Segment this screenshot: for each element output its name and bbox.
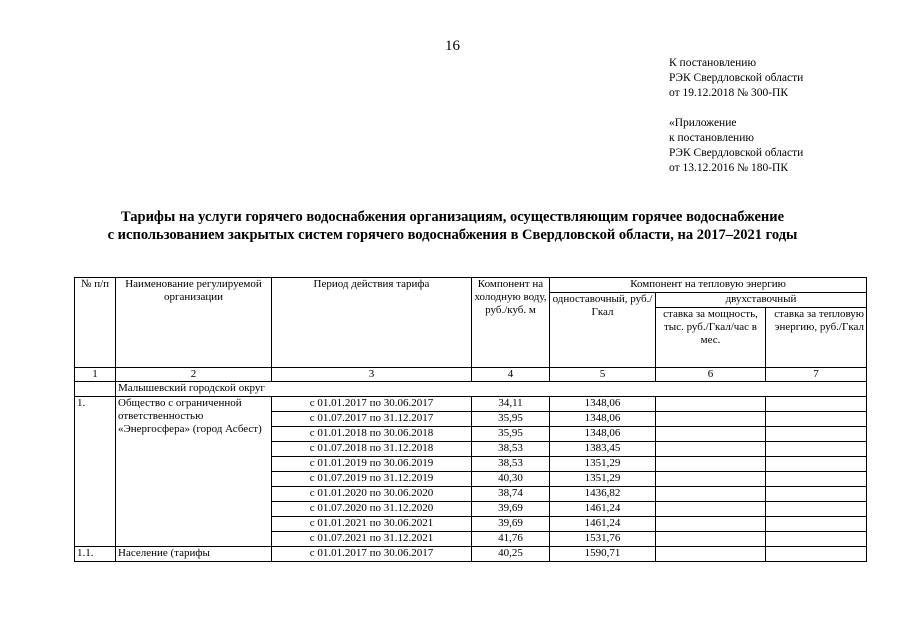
title-line: с использованием закрытых систем горячего водоснабжения в Свердловской области, на 2017–2021 годы xyxy=(107,227,798,243)
energy-cell xyxy=(766,472,867,487)
single-rate-cell: 1590,71 xyxy=(550,547,656,562)
period-cell: с 01.07.2019 по 31.12.2019 xyxy=(272,472,472,487)
capacity-cell xyxy=(656,457,766,472)
org-name: Население (тарифы xyxy=(116,547,272,562)
cold-water-cell: 38,74 xyxy=(472,487,550,502)
cold-water-cell: 38,53 xyxy=(472,457,550,472)
resolution-note xyxy=(669,56,803,101)
capacity-cell xyxy=(656,427,766,442)
tariff-table xyxy=(74,277,867,562)
period-cell: с 01.01.2019 по 30.06.2019 xyxy=(272,457,472,472)
cold-water-cell: 40,30 xyxy=(472,472,550,487)
energy-cell xyxy=(766,547,867,562)
single-rate-cell: 1351,29 xyxy=(550,457,656,472)
header-org: Наименование регулируемой организации xyxy=(116,278,272,368)
energy-cell xyxy=(766,457,867,472)
period-cell: с 01.07.2018 по 31.12.2018 xyxy=(272,442,472,457)
col-number: 7 xyxy=(766,368,867,382)
energy-cell xyxy=(766,487,867,502)
note-line: к постановлению xyxy=(669,132,754,144)
cold-water-cell: 41,76 xyxy=(472,532,550,547)
table-row xyxy=(75,397,867,412)
period-cell: с 01.01.2021 по 30.06.2021 xyxy=(272,517,472,532)
document-title xyxy=(0,208,905,244)
cold-water-cell: 40,25 xyxy=(472,547,550,562)
col-number: 1 xyxy=(75,368,116,382)
single-rate-cell: 1531,76 xyxy=(550,532,656,547)
single-rate-cell: 1383,45 xyxy=(550,442,656,457)
period-cell: с 01.01.2017 по 30.06.2017 xyxy=(272,397,472,412)
col-number: 3 xyxy=(272,368,472,382)
header-period: Период действия тарифа xyxy=(272,278,472,368)
note-line: К постановлению xyxy=(669,57,757,69)
energy-cell xyxy=(766,427,867,442)
cold-water-cell: 39,69 xyxy=(472,517,550,532)
header-single-rate: одноставочный, руб./Гкал xyxy=(550,293,656,368)
energy-cell xyxy=(766,412,867,427)
single-rate-cell: 1461,24 xyxy=(550,517,656,532)
energy-cell xyxy=(766,532,867,547)
capacity-cell xyxy=(656,472,766,487)
note-line: РЭК Свердловской области xyxy=(669,147,804,159)
district-num-cell xyxy=(75,382,116,397)
period-cell: с 01.01.2020 по 30.06.2020 xyxy=(272,487,472,502)
capacity-cell xyxy=(656,412,766,427)
note-line: «Приложение xyxy=(669,117,737,129)
period-cell: с 01.07.2021 по 31.12.2021 xyxy=(272,532,472,547)
org-number: 1.1. xyxy=(75,547,116,562)
header-num: № п/п xyxy=(75,278,116,368)
period-cell: с 01.01.2018 по 30.06.2018 xyxy=(272,427,472,442)
org-number: 1. xyxy=(75,397,116,547)
col-number: 4 xyxy=(472,368,550,382)
single-rate-cell: 1436,82 xyxy=(550,487,656,502)
title-line: Тарифы на услуги горячего водоснабжения организациям, осуществляющим горячее водоснабжение xyxy=(120,209,785,225)
header-energy-rate: ставка за тепловую энергию, руб./Гкал xyxy=(766,308,867,368)
capacity-cell xyxy=(656,502,766,517)
period-cell: с 01.01.2017 по 30.06.2017 xyxy=(272,547,472,562)
capacity-cell xyxy=(656,547,766,562)
col-number: 6 xyxy=(656,368,766,382)
energy-cell xyxy=(766,397,867,412)
energy-cell xyxy=(766,442,867,457)
single-rate-cell: 1348,06 xyxy=(550,427,656,442)
energy-cell xyxy=(766,517,867,532)
district-name: Малышевский городской округ xyxy=(116,382,867,397)
single-rate-cell: 1351,29 xyxy=(550,472,656,487)
single-rate-cell: 1348,06 xyxy=(550,412,656,427)
cold-water-cell: 34,11 xyxy=(472,397,550,412)
header-two-part: двухставочный xyxy=(656,293,867,308)
header-heat-group: Компонент на тепловую энергию xyxy=(550,278,867,293)
energy-cell xyxy=(766,502,867,517)
page-number: 16 xyxy=(445,38,460,54)
org-name: Общество с ограниченной ответственностью «Энергосфера» (город Асбест) xyxy=(116,397,272,547)
single-rate-cell: 1461,24 xyxy=(550,502,656,517)
cold-water-cell: 38,53 xyxy=(472,442,550,457)
header-capacity-rate: ставка за мощность, тыс. руб./Гкал/час в мес. xyxy=(656,308,766,368)
note-line: от 19.12.2018 № 300-ПК xyxy=(669,87,789,99)
capacity-cell xyxy=(656,442,766,457)
period-cell: с 01.07.2020 по 31.12.2020 xyxy=(272,502,472,517)
capacity-cell xyxy=(656,532,766,547)
cold-water-cell: 35,95 xyxy=(472,427,550,442)
note-line: РЭК Свердловской области xyxy=(669,72,804,84)
header-cold-water: Компонент на холодную воду, руб./куб. м xyxy=(472,278,550,368)
col-number: 5 xyxy=(550,368,656,382)
note-line: от 13.12.2016 № 180-ПК xyxy=(669,162,789,174)
col-number: 2 xyxy=(116,368,272,382)
table-row xyxy=(75,547,867,562)
appendix-note xyxy=(669,116,803,176)
period-cell: с 01.07.2017 по 31.12.2017 xyxy=(272,412,472,427)
cold-water-cell: 35,95 xyxy=(472,412,550,427)
capacity-cell xyxy=(656,397,766,412)
cold-water-cell: 39,69 xyxy=(472,502,550,517)
capacity-cell xyxy=(656,517,766,532)
single-rate-cell: 1348,06 xyxy=(550,397,656,412)
capacity-cell xyxy=(656,487,766,502)
